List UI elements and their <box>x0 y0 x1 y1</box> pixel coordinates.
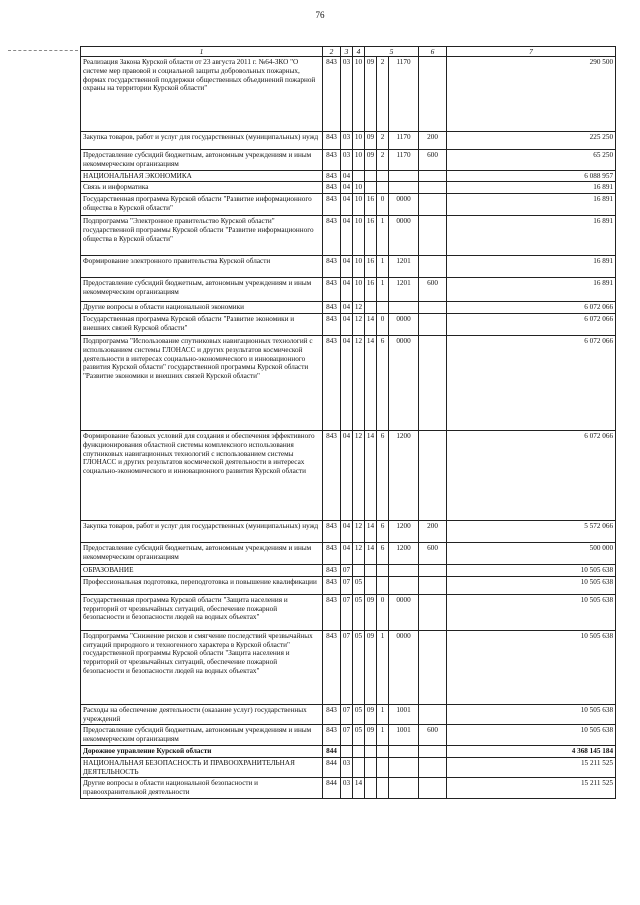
row-csr-direction-cell: 0000 <box>389 336 419 431</box>
row-vr-cell: 600 <box>419 278 447 302</box>
row-csr-program-cell: 09 <box>365 725 377 746</box>
row-vr-cell <box>419 182 447 194</box>
row-grbs-cell: 843 <box>323 314 341 336</box>
table-row <box>81 256 616 278</box>
row-csr-program-cell <box>365 170 377 182</box>
row-csr-direction-cell <box>389 182 419 194</box>
row-vr-cell <box>419 757 447 778</box>
row-name-cell: Другие вопросы в области национальной безопасности и правоохранительной деятельности <box>81 778 323 799</box>
row-grbs-cell: 843 <box>323 594 341 630</box>
row-name-cell: Формирование электронного правительства Курской области <box>81 256 323 278</box>
row-name-cell: Расходы на обеспечение деятельности (оказание услуг) государственных учреждений <box>81 704 323 725</box>
table-row <box>81 543 616 565</box>
row-csr-subprogram-cell <box>377 302 389 314</box>
row-rz-cell: 04 <box>341 170 353 182</box>
row-csr-subprogram-cell <box>377 745 389 757</box>
row-csr-program-cell: 09 <box>365 704 377 725</box>
row-rz-cell: 07 <box>341 725 353 746</box>
table-row <box>81 630 616 704</box>
row-sum-cell: 10 505 638 <box>447 594 616 630</box>
row-csr-program-cell: 09 <box>365 57 377 132</box>
row-sum-cell: 500 000 <box>447 543 616 565</box>
row-grbs-cell: 844 <box>323 745 341 757</box>
row-name-cell: Другие вопросы в области национальной экономики <box>81 302 323 314</box>
row-pr-cell: 12 <box>353 302 365 314</box>
row-grbs-cell: 843 <box>323 543 341 565</box>
row-sum-cell: 16 891 <box>447 194 616 216</box>
row-sum-cell: 290 500 <box>447 57 616 132</box>
row-name-cell: Формирование базовых условий для создания и обеспечения эффективного функционирования областной системы комплексного использования спутниковых навигационных технологий с использованием системы ГЛОНАСС и других результатов космической деятельности в интересах социально-экономического и инновационного развития Курской области <box>81 431 323 521</box>
row-vr-cell <box>419 704 447 725</box>
row-vr-cell <box>419 216 447 256</box>
row-pr-cell: 05 <box>353 630 365 704</box>
header-col-3: 3 <box>341 47 353 57</box>
row-name-cell: Предоставление субсидий бюджетным, автономным учреждениям и иным некоммерческим организациям <box>81 725 323 746</box>
row-rz-cell: 03 <box>341 778 353 799</box>
row-sum-cell: 6 072 066 <box>447 302 616 314</box>
table-row <box>81 150 616 171</box>
row-csr-subprogram-cell <box>377 778 389 799</box>
row-grbs-cell: 843 <box>323 336 341 431</box>
row-csr-subprogram-cell: 2 <box>377 150 389 171</box>
row-rz-cell: 04 <box>341 194 353 216</box>
row-vr-cell <box>419 57 447 132</box>
row-csr-direction-cell <box>389 778 419 799</box>
row-csr-subprogram-cell: 6 <box>377 521 389 543</box>
row-pr-cell: 05 <box>353 704 365 725</box>
table-row <box>81 778 616 799</box>
row-pr-cell: 10 <box>353 194 365 216</box>
row-grbs-cell: 843 <box>323 216 341 256</box>
row-csr-program-cell: 09 <box>365 594 377 630</box>
row-pr-cell: 12 <box>353 521 365 543</box>
row-csr-program-cell: 16 <box>365 278 377 302</box>
row-sum-cell: 10 505 638 <box>447 704 616 725</box>
row-csr-subprogram-cell: 6 <box>377 543 389 565</box>
header-col-1: 1 <box>81 47 323 57</box>
row-name-cell: Закупка товаров, работ и услуг для государственных (муниципальных) нужд <box>81 132 323 150</box>
row-sum-cell: 4 368 145 184 <box>447 745 616 757</box>
table-row <box>81 194 616 216</box>
header-row <box>81 47 616 57</box>
row-csr-program-cell <box>365 745 377 757</box>
scan-artifact-dashes <box>8 50 78 53</box>
row-pr-cell <box>353 170 365 182</box>
row-csr-program-cell: 09 <box>365 630 377 704</box>
row-name-cell: НАЦИОНАЛЬНАЯ ЭКОНОМИКА <box>81 170 323 182</box>
row-rz-cell: 03 <box>341 757 353 778</box>
row-csr-direction-cell <box>389 565 419 577</box>
row-name-cell: Реализация Закона Курской области от 23 августа 2011 г. №64-ЗКО "О системе мер правовой и социальной защиты добровольных пожарных, формах государственной поддержки общественных объединений пожарной охраны на территории Курской области" <box>81 57 323 132</box>
row-csr-subprogram-cell: 1 <box>377 216 389 256</box>
row-name-cell: Предоставление субсидий бюджетным, автономным учреждениям и иным некоммерческим организациям <box>81 150 323 171</box>
row-csr-subprogram-cell: 1 <box>377 704 389 725</box>
row-pr-cell: 12 <box>353 431 365 521</box>
row-rz-cell: 07 <box>341 594 353 630</box>
row-name-cell: Дорожное управление Курской области <box>81 745 323 757</box>
row-vr-cell <box>419 256 447 278</box>
row-grbs-cell: 843 <box>323 521 341 543</box>
table-row <box>81 594 616 630</box>
row-name-cell: Предоставление субсидий бюджетным, автономным учреждениям и иным некоммерческим организациям <box>81 278 323 302</box>
row-sum-cell: 16 891 <box>447 256 616 278</box>
table-row <box>81 521 616 543</box>
row-csr-subprogram-cell: 6 <box>377 336 389 431</box>
row-vr-cell <box>419 431 447 521</box>
row-grbs-cell: 843 <box>323 170 341 182</box>
table-row <box>81 170 616 182</box>
row-csr-direction-cell: 1001 <box>389 725 419 746</box>
row-grbs-cell: 844 <box>323 757 341 778</box>
table-row <box>81 431 616 521</box>
row-csr-direction-cell <box>389 170 419 182</box>
row-pr-cell: 12 <box>353 314 365 336</box>
row-vr-cell: 600 <box>419 543 447 565</box>
row-name-cell: Государственная программа Курской области "Защита населения и территорий от чрезвычайных ситуаций, обеспечение пожарной безопасности и безопасности людей на водных объектах" <box>81 594 323 630</box>
row-csr-program-cell: 16 <box>365 216 377 256</box>
row-csr-program-cell <box>365 576 377 594</box>
row-vr-cell <box>419 170 447 182</box>
row-name-cell: Подпрограмма "Снижение рисков и смягчение последствий чрезвычайных ситуаций природного и техногенного характера в Курской области" государственной программы Курской области "Защита населения и территорий от чрезвычайных ситуаций, обеспечение пожарной безопасности и безопасности людей на водных объектах" <box>81 630 323 704</box>
row-rz-cell: 04 <box>341 302 353 314</box>
row-csr-direction-cell: 0000 <box>389 216 419 256</box>
table-row <box>81 216 616 256</box>
row-csr-program-cell: 09 <box>365 150 377 171</box>
row-rz-cell: 07 <box>341 704 353 725</box>
row-pr-cell <box>353 757 365 778</box>
row-vr-cell <box>419 565 447 577</box>
row-csr-subprogram-cell: 6 <box>377 431 389 521</box>
row-rz-cell: 04 <box>341 216 353 256</box>
row-csr-subprogram-cell <box>377 576 389 594</box>
row-sum-cell: 10 505 638 <box>447 576 616 594</box>
row-csr-direction-cell: 0000 <box>389 314 419 336</box>
row-pr-cell: 10 <box>353 278 365 302</box>
row-sum-cell: 225 250 <box>447 132 616 150</box>
table-row <box>81 565 616 577</box>
row-vr-cell <box>419 314 447 336</box>
row-name-cell: Государственная программа Курской области "Развитие информационного общества в Курской области" <box>81 194 323 216</box>
row-pr-cell: 05 <box>353 576 365 594</box>
row-csr-subprogram-cell: 1 <box>377 278 389 302</box>
row-rz-cell: 04 <box>341 278 353 302</box>
row-sum-cell: 15 211 525 <box>447 778 616 799</box>
row-rz-cell: 04 <box>341 182 353 194</box>
row-csr-subprogram-cell: 2 <box>377 132 389 150</box>
row-pr-cell: 10 <box>353 132 365 150</box>
row-pr-cell: 10 <box>353 216 365 256</box>
row-sum-cell: 16 891 <box>447 182 616 194</box>
row-vr-cell: 600 <box>419 150 447 171</box>
row-pr-cell: 05 <box>353 725 365 746</box>
row-csr-program-cell <box>365 778 377 799</box>
table-row <box>81 57 616 132</box>
row-vr-cell <box>419 302 447 314</box>
row-csr-subprogram-cell <box>377 182 389 194</box>
header-col-5: 5 <box>365 47 419 57</box>
header-col-2: 2 <box>323 47 341 57</box>
row-csr-direction-cell: 1170 <box>389 132 419 150</box>
table-row <box>81 576 616 594</box>
row-rz-cell: 04 <box>341 256 353 278</box>
row-pr-cell <box>353 565 365 577</box>
row-csr-program-cell: 16 <box>365 194 377 216</box>
row-rz-cell: 03 <box>341 57 353 132</box>
row-pr-cell: 10 <box>353 182 365 194</box>
row-csr-subprogram-cell: 0 <box>377 314 389 336</box>
row-sum-cell: 10 505 638 <box>447 630 616 704</box>
row-sum-cell: 16 891 <box>447 216 616 256</box>
table-row <box>81 314 616 336</box>
row-csr-direction-cell: 0000 <box>389 594 419 630</box>
table-row <box>81 725 616 746</box>
row-csr-direction-cell: 1201 <box>389 278 419 302</box>
row-vr-cell <box>419 576 447 594</box>
row-grbs-cell: 843 <box>323 256 341 278</box>
row-csr-direction-cell: 0000 <box>389 194 419 216</box>
row-name-cell: Подпрограмма "Использование спутниковых навигационных технологий с использованием системы ГЛОНАСС и других результатов космической деятельности в интересах социально-экономического и инновационного развития Курской области" государственной программы Курской области "Развитие экономики и внешних связей Курской области" <box>81 336 323 431</box>
row-rz-cell: 04 <box>341 431 353 521</box>
row-vr-cell <box>419 336 447 431</box>
table-row <box>81 302 616 314</box>
row-pr-cell: 10 <box>353 57 365 132</box>
row-pr-cell: 12 <box>353 336 365 431</box>
row-rz-cell: 04 <box>341 543 353 565</box>
row-rz-cell <box>341 745 353 757</box>
row-grbs-cell: 843 <box>323 194 341 216</box>
table-row <box>81 278 616 302</box>
row-grbs-cell: 843 <box>323 704 341 725</box>
row-sum-cell: 6 088 957 <box>447 170 616 182</box>
row-csr-program-cell <box>365 757 377 778</box>
row-rz-cell: 03 <box>341 132 353 150</box>
row-csr-direction-cell: 1200 <box>389 521 419 543</box>
row-pr-cell: 10 <box>353 256 365 278</box>
row-rz-cell: 07 <box>341 630 353 704</box>
row-csr-direction-cell: 1200 <box>389 543 419 565</box>
row-csr-direction-cell: 1201 <box>389 256 419 278</box>
row-grbs-cell: 843 <box>323 576 341 594</box>
row-grbs-cell: 843 <box>323 132 341 150</box>
row-sum-cell: 6 072 066 <box>447 314 616 336</box>
row-csr-program-cell: 14 <box>365 314 377 336</box>
row-csr-program-cell <box>365 565 377 577</box>
row-csr-subprogram-cell: 2 <box>377 57 389 132</box>
row-sum-cell: 10 505 638 <box>447 725 616 746</box>
header-col-7: 7 <box>447 47 616 57</box>
row-sum-cell: 6 072 066 <box>447 336 616 431</box>
row-sum-cell: 65 250 <box>447 150 616 171</box>
row-rz-cell: 04 <box>341 336 353 431</box>
row-csr-program-cell: 14 <box>365 431 377 521</box>
row-vr-cell: 600 <box>419 725 447 746</box>
row-pr-cell <box>353 745 365 757</box>
row-grbs-cell: 843 <box>323 182 341 194</box>
row-grbs-cell: 843 <box>323 565 341 577</box>
budget-table <box>80 46 616 799</box>
row-csr-subprogram-cell: 1 <box>377 630 389 704</box>
row-csr-program-cell: 09 <box>365 132 377 150</box>
row-vr-cell <box>419 630 447 704</box>
row-csr-direction-cell: 1170 <box>389 150 419 171</box>
table-row <box>81 757 616 778</box>
row-csr-program-cell: 16 <box>365 256 377 278</box>
table-row <box>81 704 616 725</box>
row-csr-direction-cell: 1001 <box>389 704 419 725</box>
row-csr-program-cell <box>365 302 377 314</box>
row-csr-direction-cell <box>389 302 419 314</box>
row-pr-cell: 10 <box>353 150 365 171</box>
row-csr-subprogram-cell: 0 <box>377 194 389 216</box>
row-rz-cell: 04 <box>341 314 353 336</box>
row-name-cell: Профессиональная подготовка, переподготовка и повышение квалификации <box>81 576 323 594</box>
row-grbs-cell: 843 <box>323 150 341 171</box>
row-pr-cell: 14 <box>353 778 365 799</box>
row-sum-cell: 16 891 <box>447 278 616 302</box>
row-vr-cell <box>419 745 447 757</box>
row-csr-subprogram-cell: 1 <box>377 725 389 746</box>
row-grbs-cell: 843 <box>323 725 341 746</box>
row-grbs-cell: 843 <box>323 278 341 302</box>
row-rz-cell: 07 <box>341 565 353 577</box>
row-name-cell: ОБРАЗОВАНИЕ <box>81 565 323 577</box>
row-rz-cell: 04 <box>341 521 353 543</box>
table-row <box>81 132 616 150</box>
row-csr-direction-cell: 1200 <box>389 431 419 521</box>
row-grbs-cell: 843 <box>323 630 341 704</box>
row-vr-cell <box>419 778 447 799</box>
row-vr-cell <box>419 194 447 216</box>
row-sum-cell: 15 211 525 <box>447 757 616 778</box>
table-row <box>81 182 616 194</box>
row-csr-direction-cell: 0000 <box>389 630 419 704</box>
row-csr-subprogram-cell <box>377 757 389 778</box>
row-grbs-cell: 843 <box>323 302 341 314</box>
row-csr-subprogram-cell <box>377 565 389 577</box>
header-col-6: 6 <box>419 47 447 57</box>
row-name-cell: Закупка товаров, работ и услуг для государственных (муниципальных) нужд <box>81 521 323 543</box>
row-csr-subprogram-cell <box>377 170 389 182</box>
row-grbs-cell: 843 <box>323 431 341 521</box>
row-grbs-cell: 844 <box>323 778 341 799</box>
row-sum-cell: 5 572 066 <box>447 521 616 543</box>
row-vr-cell <box>419 594 447 630</box>
row-csr-direction-cell: 1170 <box>389 57 419 132</box>
row-name-cell: Государственная программа Курской области "Развитие экономики и внешних связей Курской области" <box>81 314 323 336</box>
row-csr-subprogram-cell: 0 <box>377 594 389 630</box>
row-name-cell: Связь и информатика <box>81 182 323 194</box>
row-name-cell: НАЦИОНАЛЬНАЯ БЕЗОПАСНОСТЬ И ПРАВООХРАНИТЕЛЬНАЯ ДЕЯТЕЛЬНОСТЬ <box>81 757 323 778</box>
row-csr-program-cell: 14 <box>365 336 377 431</box>
header-col-4: 4 <box>353 47 365 57</box>
row-pr-cell: 05 <box>353 594 365 630</box>
row-csr-program-cell: 14 <box>365 521 377 543</box>
row-sum-cell: 6 072 066 <box>447 431 616 521</box>
row-csr-program-cell <box>365 182 377 194</box>
row-vr-cell: 200 <box>419 521 447 543</box>
row-csr-direction-cell <box>389 576 419 594</box>
row-csr-program-cell: 14 <box>365 543 377 565</box>
row-vr-cell: 200 <box>419 132 447 150</box>
row-name-cell: Подпрограмма "Электронное правительство Курской области" государственной программы Курской области "Развитие информационного общества в Курской области" <box>81 216 323 256</box>
row-pr-cell: 12 <box>353 543 365 565</box>
row-grbs-cell: 843 <box>323 57 341 132</box>
row-rz-cell: 03 <box>341 150 353 171</box>
row-rz-cell: 07 <box>341 576 353 594</box>
row-csr-direction-cell <box>389 745 419 757</box>
row-sum-cell: 10 505 638 <box>447 565 616 577</box>
table-row <box>81 745 616 757</box>
row-csr-subprogram-cell: 1 <box>377 256 389 278</box>
row-name-cell: Предоставление субсидий бюджетным, автономным учреждениям и иным некоммерческим организациям <box>81 543 323 565</box>
page-number: 76 <box>315 10 325 20</box>
row-csr-direction-cell <box>389 757 419 778</box>
table-row <box>81 336 616 431</box>
